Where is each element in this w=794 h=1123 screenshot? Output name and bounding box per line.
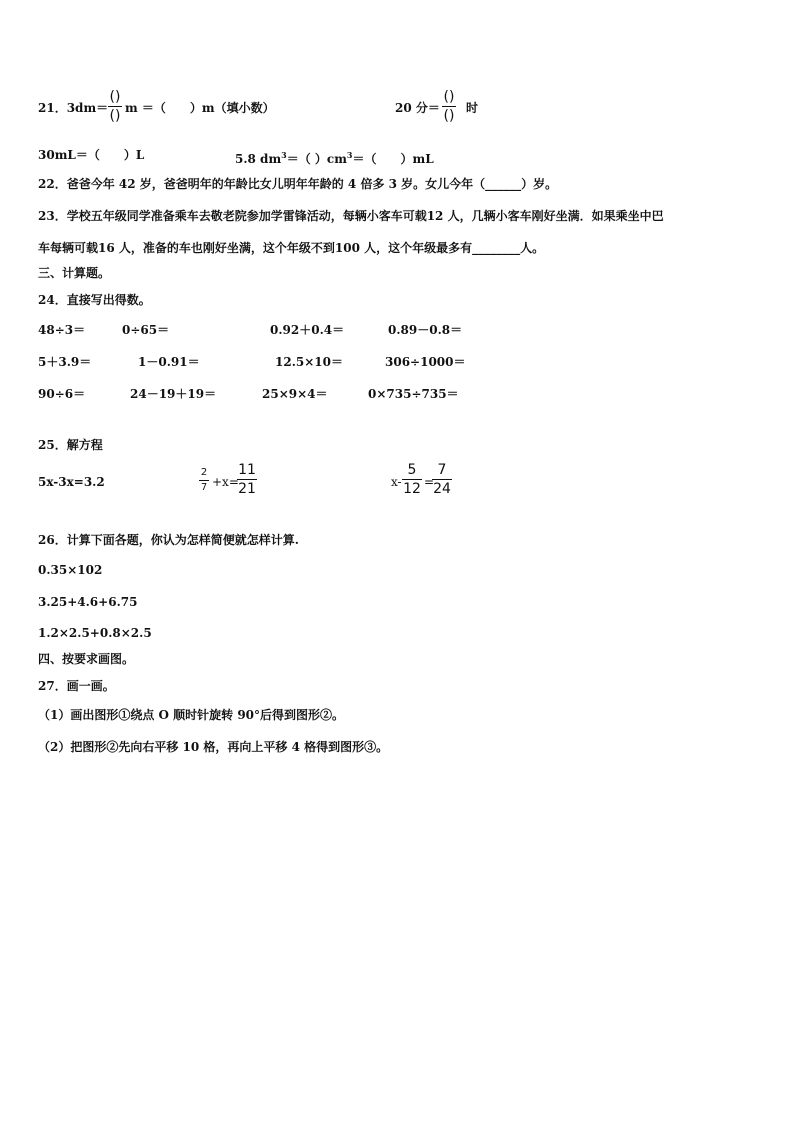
q24-title: 24．直接写出得数。: [38, 293, 151, 307]
q24-item: 0.92＋0.4＝: [270, 323, 345, 337]
q21-label: 21．3dm＝: [38, 101, 109, 115]
q24-item: 0÷65＝: [122, 323, 170, 337]
q27-sub-2: （2）把图形②先向右平移 10 格，再向上平移 4 格得到图形③。: [38, 740, 389, 754]
q25-eq2-fraction-1: [199, 467, 209, 494]
q21-line2-post: ＝（ ）mL: [352, 152, 434, 166]
q24-item: 1－0.91＝: [138, 355, 200, 369]
q21-frac1-numerator: (): [109, 89, 121, 105]
q26-title: 26．计算下面各题，你认为怎样简便就怎样计算.: [38, 533, 299, 547]
q25-eq2-fraction-2: [237, 462, 257, 497]
q22-text: 22．爸爸今年 42 岁，爸爸明年的年龄比女儿明年年龄的 4 倍多 3 岁。女儿今年（______）岁。: [38, 177, 558, 191]
q23-line1: 23．学校五年级同学准备乘车去敬老院参加学雷锋活动，每辆小客车可载12 人，几辆小客车刚好坐满．如果乘坐中巴: [38, 209, 664, 223]
q21-line2-mid: ＝（ ）cm: [286, 152, 347, 166]
section-heading-4: 四、按要求画图。: [38, 652, 135, 666]
q21-frac2-numerator: (): [443, 89, 455, 105]
fraction-bar: [199, 480, 209, 481]
q24-item: 48÷3＝: [38, 323, 86, 337]
q21-part2-post: 时: [466, 101, 479, 115]
q25-title: 25．解方程: [38, 438, 103, 452]
fraction-bar: [237, 479, 257, 480]
q24-item: 0.89－0.8＝: [388, 323, 463, 337]
q25-eq3-fraction-2: [432, 462, 452, 497]
fraction-bar: [108, 106, 122, 107]
exponent: 3: [281, 150, 287, 160]
q21-unit-text: m ＝（ ）m（填小数）: [125, 101, 275, 115]
q21-frac1-denominator: (): [109, 108, 121, 124]
denominator: 7: [200, 482, 208, 493]
denominator: 24: [433, 481, 451, 497]
numerator: 5: [407, 462, 417, 478]
q26-item: 1.2×2.5+0.8×2.5: [38, 626, 152, 640]
q27-sub-1: （1）画出图形①绕点 O 顺时针旋转 90°后得到图形②。: [38, 708, 345, 722]
q24-item: 90÷6＝: [38, 387, 86, 401]
q21-line2-cubic: [235, 147, 434, 167]
q21-part2-pre: 20 分＝: [395, 101, 440, 115]
fraction-bar: [442, 106, 456, 107]
denominator: 12: [403, 481, 421, 497]
q25-eq2-mid: +x=: [212, 475, 239, 489]
q24-item: 24－19＋19＝: [130, 387, 217, 401]
q24-item: 5＋3.9＝: [38, 355, 92, 369]
exponent: 3: [346, 150, 353, 160]
q21-fraction-2: [442, 89, 456, 124]
q21-line2-pre: 5.8 dm: [235, 152, 282, 166]
denominator: 21: [238, 481, 256, 497]
q26-item: 3.25+4.6+6.75: [38, 595, 138, 609]
q24-item: 12.5×10＝: [275, 355, 343, 369]
q26-item: 0.35×102: [38, 563, 103, 577]
section-heading-3: 三、计算题。: [38, 266, 111, 280]
q25-equation-1: 5x-3x=3.2: [38, 475, 105, 489]
q25-eq3-fraction-1: [402, 462, 422, 497]
q21-line2-volume: 30mL＝（ ）L: [38, 148, 145, 162]
q24-item: 306÷1000＝: [385, 355, 466, 369]
fraction-bar: [432, 479, 452, 480]
fraction-bar: [402, 479, 422, 480]
q21-frac2-denominator: (): [443, 108, 455, 124]
numerator: 2: [200, 467, 208, 478]
q25-eq3-mid: =: [424, 475, 435, 489]
q23-line2: 车每辆可载16 人，准备的车也刚好坐满，这个年级不到100 人，这个年级最多有________人。: [38, 241, 545, 255]
q24-item: 0×735÷735＝: [368, 387, 459, 401]
q24-item: 25×9×4＝: [262, 387, 328, 401]
numerator: 7: [437, 462, 447, 478]
q25-eq3-pre: x-: [391, 475, 402, 489]
q27-title: 27．画一画。: [38, 679, 115, 693]
q21-fraction-1: [108, 89, 122, 124]
numerator: 11: [238, 462, 256, 478]
